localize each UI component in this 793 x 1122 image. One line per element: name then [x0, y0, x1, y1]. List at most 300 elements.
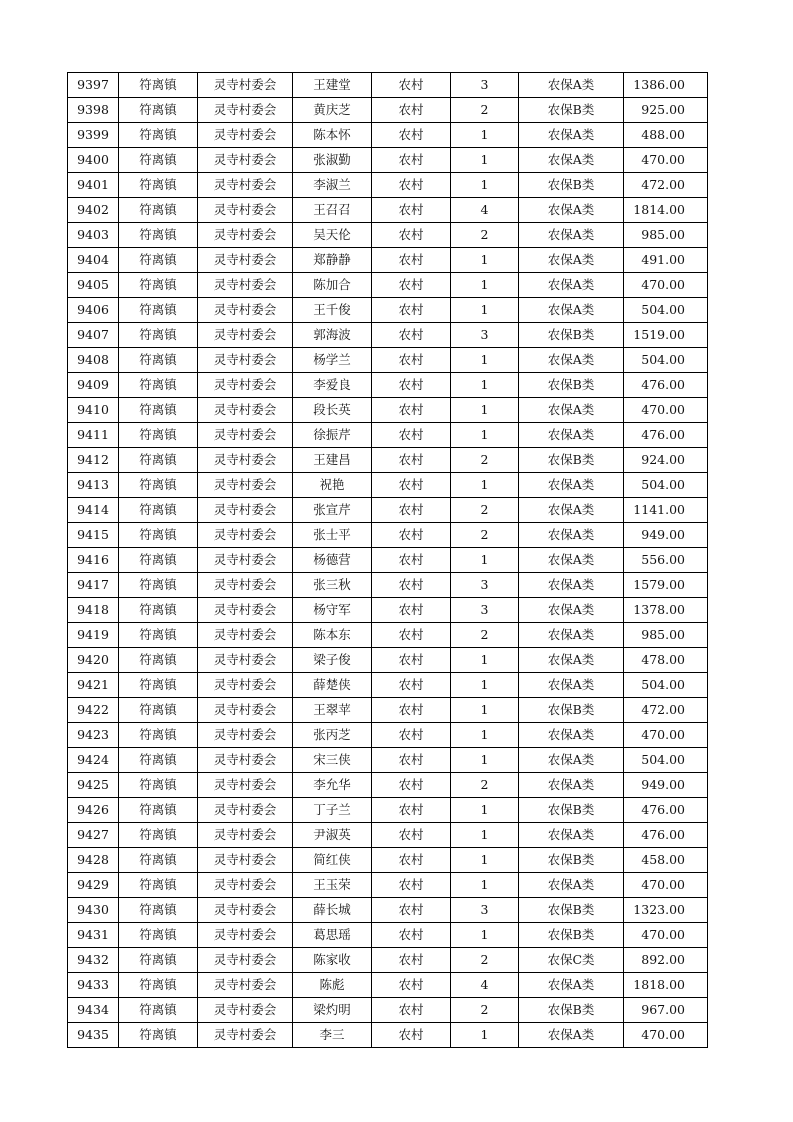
table-row — [68, 648, 708, 673]
area-type-cell: 农村 — [372, 223, 451, 248]
amount-cell: 470.00 — [624, 148, 708, 173]
amount-cell: 1378.00 — [624, 598, 708, 623]
category-cell: 农保B类 — [519, 323, 624, 348]
row-number: 9428 — [68, 848, 119, 873]
area-type-cell: 农村 — [372, 498, 451, 523]
table-row — [68, 1023, 708, 1048]
village-cell: 灵寺村委会 — [198, 73, 293, 98]
town-cell: 符离镇 — [119, 498, 198, 523]
category-cell: 农保A类 — [519, 273, 624, 298]
amount-cell: 491.00 — [624, 248, 708, 273]
household-size-cell: 1 — [451, 673, 519, 698]
village-cell: 灵寺村委会 — [198, 573, 293, 598]
amount-cell: 478.00 — [624, 648, 708, 673]
table-row — [68, 248, 708, 273]
name-cell: 陈加合 — [293, 273, 372, 298]
name-cell: 张士平 — [293, 523, 372, 548]
name-cell: 宋三侠 — [293, 748, 372, 773]
household-size-cell: 1 — [451, 123, 519, 148]
category-cell: 农保A类 — [519, 423, 624, 448]
area-type-cell: 农村 — [372, 548, 451, 573]
name-cell: 李爱良 — [293, 373, 372, 398]
area-type-cell: 农村 — [372, 123, 451, 148]
table-row — [68, 848, 708, 873]
area-type-cell: 农村 — [372, 598, 451, 623]
village-cell: 灵寺村委会 — [198, 823, 293, 848]
area-type-cell: 农村 — [372, 73, 451, 98]
row-number: 9430 — [68, 898, 119, 923]
area-type-cell: 农村 — [372, 248, 451, 273]
town-cell: 符离镇 — [119, 273, 198, 298]
household-size-cell: 1 — [451, 373, 519, 398]
town-cell: 符离镇 — [119, 748, 198, 773]
table-row — [68, 773, 708, 798]
household-size-cell: 2 — [451, 998, 519, 1023]
household-size-cell: 1 — [451, 148, 519, 173]
town-cell: 符离镇 — [119, 998, 198, 1023]
village-cell: 灵寺村委会 — [198, 373, 293, 398]
category-cell: 农保A类 — [519, 348, 624, 373]
household-size-cell: 1 — [451, 298, 519, 323]
category-cell: 农保B类 — [519, 998, 624, 1023]
town-cell: 符离镇 — [119, 823, 198, 848]
amount-cell: 458.00 — [624, 848, 708, 873]
village-cell: 灵寺村委会 — [198, 673, 293, 698]
amount-cell: 470.00 — [624, 1023, 708, 1048]
table-row — [68, 373, 708, 398]
row-number: 9397 — [68, 73, 119, 98]
amount-cell: 504.00 — [624, 673, 708, 698]
town-cell: 符离镇 — [119, 148, 198, 173]
amount-cell: 949.00 — [624, 773, 708, 798]
category-cell: 农保A类 — [519, 1023, 624, 1048]
table-row — [68, 623, 708, 648]
row-number: 9398 — [68, 98, 119, 123]
name-cell: 薛楚侠 — [293, 673, 372, 698]
category-cell: 农保A类 — [519, 673, 624, 698]
amount-cell: 488.00 — [624, 123, 708, 148]
area-type-cell: 农村 — [372, 523, 451, 548]
amount-cell: 924.00 — [624, 448, 708, 473]
town-cell: 符离镇 — [119, 698, 198, 723]
table-row — [68, 973, 708, 998]
category-cell: 农保B类 — [519, 173, 624, 198]
town-cell: 符离镇 — [119, 723, 198, 748]
amount-cell: 985.00 — [624, 623, 708, 648]
category-cell: 农保A类 — [519, 623, 624, 648]
town-cell: 符离镇 — [119, 298, 198, 323]
town-cell: 符离镇 — [119, 173, 198, 198]
name-cell: 陈本东 — [293, 623, 372, 648]
row-number: 9412 — [68, 448, 119, 473]
village-cell: 灵寺村委会 — [198, 223, 293, 248]
row-number: 9407 — [68, 323, 119, 348]
amount-cell: 925.00 — [624, 98, 708, 123]
household-size-cell: 2 — [451, 948, 519, 973]
area-type-cell: 农村 — [372, 923, 451, 948]
area-type-cell: 农村 — [372, 348, 451, 373]
area-type-cell: 农村 — [372, 848, 451, 873]
household-size-cell: 3 — [451, 323, 519, 348]
town-cell: 符离镇 — [119, 323, 198, 348]
category-cell: 农保A类 — [519, 398, 624, 423]
category-cell: 农保A类 — [519, 523, 624, 548]
town-cell: 符离镇 — [119, 573, 198, 598]
row-number: 9419 — [68, 623, 119, 648]
row-number: 9435 — [68, 1023, 119, 1048]
name-cell: 杨德营 — [293, 548, 372, 573]
village-cell: 灵寺村委会 — [198, 173, 293, 198]
row-number: 9432 — [68, 948, 119, 973]
area-type-cell: 农村 — [372, 623, 451, 648]
table-row — [68, 673, 708, 698]
table-row — [68, 923, 708, 948]
household-size-cell: 1 — [451, 423, 519, 448]
village-cell: 灵寺村委会 — [198, 148, 293, 173]
name-cell: 黄庆芝 — [293, 98, 372, 123]
category-cell: 农保A类 — [519, 873, 624, 898]
category-cell: 农保A类 — [519, 648, 624, 673]
town-cell: 符离镇 — [119, 398, 198, 423]
row-number: 9427 — [68, 823, 119, 848]
village-cell: 灵寺村委会 — [198, 298, 293, 323]
table-row — [68, 598, 708, 623]
table-row — [68, 473, 708, 498]
category-cell: 农保A类 — [519, 298, 624, 323]
town-cell: 符离镇 — [119, 348, 198, 373]
name-cell: 梁灼明 — [293, 998, 372, 1023]
town-cell: 符离镇 — [119, 798, 198, 823]
name-cell: 祝艳 — [293, 473, 372, 498]
name-cell: 王翠苹 — [293, 698, 372, 723]
category-cell: 农保A类 — [519, 773, 624, 798]
town-cell: 符离镇 — [119, 623, 198, 648]
village-cell: 灵寺村委会 — [198, 723, 293, 748]
area-type-cell: 农村 — [372, 98, 451, 123]
table-row — [68, 298, 708, 323]
area-type-cell: 农村 — [372, 398, 451, 423]
area-type-cell: 农村 — [372, 873, 451, 898]
row-number: 9421 — [68, 673, 119, 698]
row-number: 9431 — [68, 923, 119, 948]
name-cell: 王召召 — [293, 198, 372, 223]
area-type-cell: 农村 — [372, 473, 451, 498]
household-size-cell: 2 — [451, 623, 519, 648]
area-type-cell: 农村 — [372, 273, 451, 298]
amount-cell: 1814.00 — [624, 198, 708, 223]
area-type-cell: 农村 — [372, 973, 451, 998]
amount-cell: 476.00 — [624, 823, 708, 848]
row-number: 9434 — [68, 998, 119, 1023]
town-cell: 符离镇 — [119, 223, 198, 248]
amount-cell: 470.00 — [624, 273, 708, 298]
amount-cell: 1141.00 — [624, 498, 708, 523]
name-cell: 梁子俊 — [293, 648, 372, 673]
household-size-cell: 3 — [451, 898, 519, 923]
town-cell: 符离镇 — [119, 873, 198, 898]
row-number: 9404 — [68, 248, 119, 273]
area-type-cell: 农村 — [372, 773, 451, 798]
table-row — [68, 123, 708, 148]
household-size-cell: 1 — [451, 873, 519, 898]
amount-cell: 1818.00 — [624, 973, 708, 998]
area-type-cell: 农村 — [372, 198, 451, 223]
table-row — [68, 948, 708, 973]
category-cell: 农保B类 — [519, 698, 624, 723]
household-size-cell: 1 — [451, 473, 519, 498]
category-cell: 农保A类 — [519, 748, 624, 773]
table-row — [68, 898, 708, 923]
table-row — [68, 548, 708, 573]
village-cell: 灵寺村委会 — [198, 348, 293, 373]
name-cell: 张丙芝 — [293, 723, 372, 748]
name-cell: 李三 — [293, 1023, 372, 1048]
row-number: 9423 — [68, 723, 119, 748]
town-cell: 符离镇 — [119, 673, 198, 698]
village-cell: 灵寺村委会 — [198, 523, 293, 548]
town-cell: 符离镇 — [119, 248, 198, 273]
amount-cell: 504.00 — [624, 298, 708, 323]
category-cell: 农保B类 — [519, 98, 624, 123]
row-number: 9415 — [68, 523, 119, 548]
area-type-cell: 农村 — [372, 723, 451, 748]
row-number: 9416 — [68, 548, 119, 573]
area-type-cell: 农村 — [372, 423, 451, 448]
town-cell: 符离镇 — [119, 123, 198, 148]
row-number: 9408 — [68, 348, 119, 373]
table-row — [68, 423, 708, 448]
name-cell: 张三秋 — [293, 573, 372, 598]
row-number: 9409 — [68, 373, 119, 398]
name-cell: 陈家收 — [293, 948, 372, 973]
name-cell: 简红侠 — [293, 848, 372, 873]
name-cell: 王千俊 — [293, 298, 372, 323]
household-size-cell: 2 — [451, 223, 519, 248]
town-cell: 符离镇 — [119, 598, 198, 623]
town-cell: 符离镇 — [119, 423, 198, 448]
village-cell: 灵寺村委会 — [198, 623, 293, 648]
table-row — [68, 348, 708, 373]
village-cell: 灵寺村委会 — [198, 198, 293, 223]
village-cell: 灵寺村委会 — [198, 898, 293, 923]
category-cell: 农保B类 — [519, 923, 624, 948]
name-cell: 陈彪 — [293, 973, 372, 998]
category-cell: 农保A类 — [519, 573, 624, 598]
category-cell: 农保B类 — [519, 373, 624, 398]
household-size-cell: 1 — [451, 548, 519, 573]
row-number: 9426 — [68, 798, 119, 823]
name-cell: 张宣芹 — [293, 498, 372, 523]
name-cell: 丁子兰 — [293, 798, 372, 823]
amount-cell: 1519.00 — [624, 323, 708, 348]
name-cell: 徐振芹 — [293, 423, 372, 448]
table-row — [68, 573, 708, 598]
amount-cell: 1323.00 — [624, 898, 708, 923]
amount-cell: 470.00 — [624, 723, 708, 748]
amount-cell: 476.00 — [624, 798, 708, 823]
category-cell: 农保B类 — [519, 898, 624, 923]
household-size-cell: 2 — [451, 98, 519, 123]
village-cell: 灵寺村委会 — [198, 448, 293, 473]
table-row — [68, 873, 708, 898]
household-size-cell: 1 — [451, 273, 519, 298]
town-cell: 符离镇 — [119, 923, 198, 948]
table-row — [68, 798, 708, 823]
town-cell: 符离镇 — [119, 473, 198, 498]
row-number: 9418 — [68, 598, 119, 623]
amount-cell: 967.00 — [624, 998, 708, 1023]
village-cell: 灵寺村委会 — [198, 423, 293, 448]
household-size-cell: 4 — [451, 973, 519, 998]
category-cell: 农保B类 — [519, 798, 624, 823]
table-body — [68, 73, 708, 1048]
household-size-cell: 1 — [451, 923, 519, 948]
row-number: 9402 — [68, 198, 119, 223]
village-cell: 灵寺村委会 — [198, 548, 293, 573]
table-row — [68, 723, 708, 748]
town-cell: 符离镇 — [119, 648, 198, 673]
amount-cell: 504.00 — [624, 348, 708, 373]
row-number: 9420 — [68, 648, 119, 673]
household-size-cell: 1 — [451, 1023, 519, 1048]
amount-cell: 504.00 — [624, 473, 708, 498]
category-cell: 农保A类 — [519, 198, 624, 223]
town-cell: 符离镇 — [119, 973, 198, 998]
row-number: 9417 — [68, 573, 119, 598]
household-size-cell: 1 — [451, 648, 519, 673]
area-type-cell: 农村 — [372, 823, 451, 848]
name-cell: 王建堂 — [293, 73, 372, 98]
town-cell: 符离镇 — [119, 1023, 198, 1048]
category-cell: 农保A类 — [519, 148, 624, 173]
household-size-cell: 4 — [451, 198, 519, 223]
name-cell: 王建昌 — [293, 448, 372, 473]
village-cell: 灵寺村委会 — [198, 948, 293, 973]
category-cell: 农保A类 — [519, 548, 624, 573]
category-cell: 农保A类 — [519, 498, 624, 523]
row-number: 9433 — [68, 973, 119, 998]
area-type-cell: 农村 — [372, 448, 451, 473]
town-cell: 符离镇 — [119, 198, 198, 223]
table-row — [68, 823, 708, 848]
category-cell: 农保A类 — [519, 723, 624, 748]
row-number: 9429 — [68, 873, 119, 898]
town-cell: 符离镇 — [119, 448, 198, 473]
village-cell: 灵寺村委会 — [198, 923, 293, 948]
table-row — [68, 273, 708, 298]
amount-cell: 476.00 — [624, 373, 708, 398]
name-cell: 李淑兰 — [293, 173, 372, 198]
household-size-cell: 3 — [451, 573, 519, 598]
village-cell: 灵寺村委会 — [198, 498, 293, 523]
table-row — [68, 173, 708, 198]
records-table — [67, 72, 708, 1048]
row-number: 9411 — [68, 423, 119, 448]
table-row — [68, 148, 708, 173]
area-type-cell: 农村 — [372, 898, 451, 923]
village-cell: 灵寺村委会 — [198, 798, 293, 823]
amount-cell: 1386.00 — [624, 73, 708, 98]
household-size-cell: 1 — [451, 398, 519, 423]
row-number: 9413 — [68, 473, 119, 498]
area-type-cell: 农村 — [372, 148, 451, 173]
row-number: 9410 — [68, 398, 119, 423]
table-row — [68, 198, 708, 223]
table-row — [68, 998, 708, 1023]
amount-cell: 472.00 — [624, 698, 708, 723]
amount-cell: 470.00 — [624, 873, 708, 898]
town-cell: 符离镇 — [119, 73, 198, 98]
household-size-cell: 2 — [451, 498, 519, 523]
category-cell: 农保A类 — [519, 598, 624, 623]
town-cell: 符离镇 — [119, 848, 198, 873]
name-cell: 段长英 — [293, 398, 372, 423]
household-size-cell: 2 — [451, 448, 519, 473]
category-cell: 农保A类 — [519, 73, 624, 98]
row-number: 9405 — [68, 273, 119, 298]
area-type-cell: 农村 — [372, 573, 451, 598]
name-cell: 张淑勤 — [293, 148, 372, 173]
area-type-cell: 农村 — [372, 648, 451, 673]
area-type-cell: 农村 — [372, 748, 451, 773]
row-number: 9425 — [68, 773, 119, 798]
amount-cell: 556.00 — [624, 548, 708, 573]
row-number: 9399 — [68, 123, 119, 148]
row-number: 9400 — [68, 148, 119, 173]
table-row — [68, 223, 708, 248]
name-cell: 郭海波 — [293, 323, 372, 348]
category-cell: 农保B类 — [519, 448, 624, 473]
name-cell: 王玉荣 — [293, 873, 372, 898]
village-cell: 灵寺村委会 — [198, 873, 293, 898]
category-cell: 农保A类 — [519, 973, 624, 998]
area-type-cell: 农村 — [372, 1023, 451, 1048]
town-cell: 符离镇 — [119, 373, 198, 398]
row-number: 9422 — [68, 698, 119, 723]
category-cell: 农保A类 — [519, 823, 624, 848]
household-size-cell: 1 — [451, 748, 519, 773]
row-number: 9401 — [68, 173, 119, 198]
area-type-cell: 农村 — [372, 173, 451, 198]
household-size-cell: 3 — [451, 598, 519, 623]
name-cell: 郑静静 — [293, 248, 372, 273]
name-cell: 薛长城 — [293, 898, 372, 923]
amount-cell: 472.00 — [624, 173, 708, 198]
amount-cell: 949.00 — [624, 523, 708, 548]
village-cell: 灵寺村委会 — [198, 123, 293, 148]
village-cell: 灵寺村委会 — [198, 773, 293, 798]
area-type-cell: 农村 — [372, 698, 451, 723]
category-cell: 农保A类 — [519, 223, 624, 248]
town-cell: 符离镇 — [119, 948, 198, 973]
table-row — [68, 498, 708, 523]
category-cell: 农保A类 — [519, 473, 624, 498]
household-size-cell: 1 — [451, 723, 519, 748]
name-cell: 尹淑英 — [293, 823, 372, 848]
amount-cell: 1579.00 — [624, 573, 708, 598]
name-cell: 杨守军 — [293, 598, 372, 623]
village-cell: 灵寺村委会 — [198, 398, 293, 423]
household-size-cell: 1 — [451, 348, 519, 373]
amount-cell: 476.00 — [624, 423, 708, 448]
category-cell: 农保C类 — [519, 948, 624, 973]
category-cell: 农保B类 — [519, 848, 624, 873]
area-type-cell: 农村 — [372, 673, 451, 698]
village-cell: 灵寺村委会 — [198, 98, 293, 123]
area-type-cell: 农村 — [372, 948, 451, 973]
household-size-cell: 1 — [451, 823, 519, 848]
village-cell: 灵寺村委会 — [198, 998, 293, 1023]
